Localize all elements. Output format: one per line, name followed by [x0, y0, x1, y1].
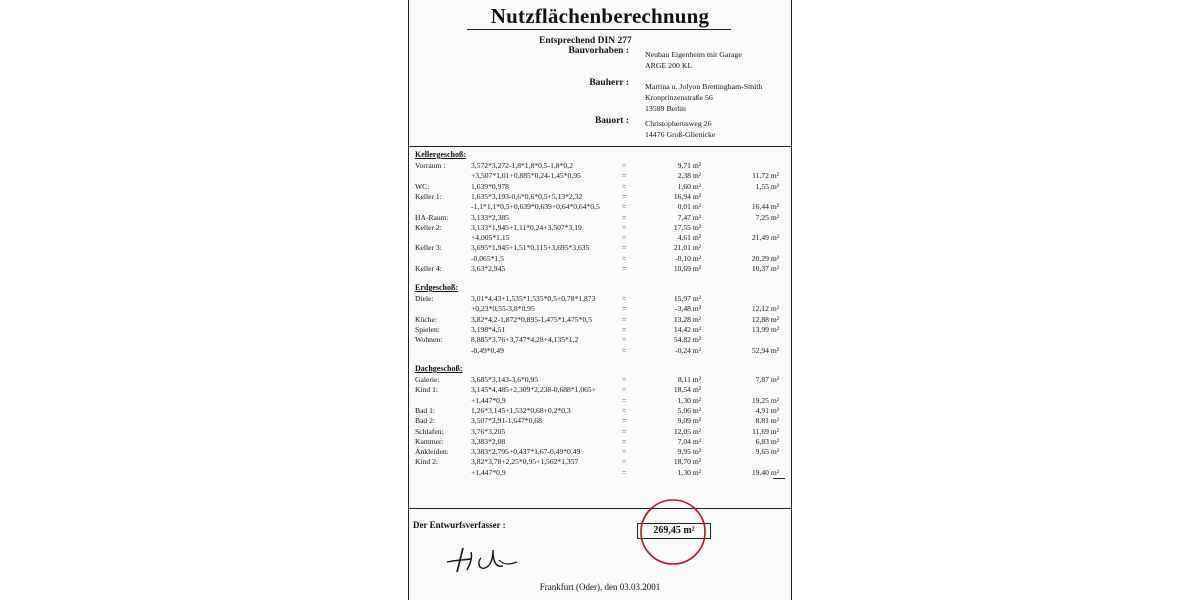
equals-sign: = — [622, 324, 627, 334]
room-label: Ankleiden: — [415, 447, 449, 457]
area-formula: 1,26*3,145+1,532*0,68+0,2*0,3 — [471, 405, 571, 415]
header-line: 13589 Berlin — [645, 104, 686, 113]
room-label: Bad 2: — [415, 416, 436, 426]
equals-sign: = — [622, 212, 627, 222]
net-area: 21,49 m² — [751, 233, 779, 243]
room-label: Keller 2: — [415, 222, 442, 232]
net-area: 20,29 m² — [751, 253, 779, 263]
net-area: 7,87 m² — [755, 375, 779, 384]
net-area: 11,72 m² — [752, 171, 779, 181]
area-formula: 3,01*4,43+1,535*1,535*0,5+0,78*1,873 — [471, 294, 596, 303]
net-area: 16,44 m² — [751, 202, 779, 212]
equals-sign: = — [622, 405, 627, 415]
room-label: HA-Raum: — [415, 212, 449, 222]
area-formula: 3,82*3,78+2,25*0,95+1,562*1,357 — [471, 457, 579, 467]
partial-area: 10,69 m² — [673, 264, 701, 273]
net-area: 52,94 m² — [751, 345, 779, 355]
header-label-bauort: Bauort : — [594, 116, 629, 126]
net-area: 11,69 m² — [752, 426, 779, 436]
calc-row — [409, 304, 791, 314]
room-label: Vorraum : — [415, 161, 446, 170]
calc-row — [409, 335, 791, 345]
equals-sign: = — [622, 385, 627, 395]
calc-row — [409, 427, 791, 437]
calc-row — [409, 416, 791, 426]
calc-row — [409, 385, 791, 395]
calc-row — [409, 243, 791, 253]
net-area: 12,88 m² — [751, 314, 779, 324]
equals-sign: = — [622, 264, 627, 273]
net-area: 19,40 m² — [751, 467, 779, 477]
partial-area: 13,28 m² — [673, 314, 701, 324]
room-label: Küche: — [415, 314, 437, 324]
section-heading-keller: Kellergeschoß: — [415, 150, 467, 159]
equals-sign: = — [622, 253, 627, 263]
partial-area: 17,55 m² — [673, 222, 701, 232]
area-formula: -1,1*1,1*0,5+0,639*0,639+0,64*0,64*0,5 — [471, 202, 600, 212]
area-formula: 3,82*4,2-1,872*0,895-1,475*1,475*0,5 — [471, 314, 592, 324]
calc-row — [409, 325, 791, 335]
equals-sign: = — [622, 191, 627, 201]
equals-sign: = — [622, 395, 627, 405]
partial-area: 9,09 m² — [677, 416, 701, 426]
partial-area: 54,82 m² — [673, 335, 701, 345]
header-line: Neubau Eigenheim mit Garage — [645, 50, 742, 59]
room-label: Bad 1: — [415, 405, 436, 415]
net-area: 10,37 m² — [751, 264, 779, 273]
area-formula: 3,145*4,485+2,309*2,238-0,688*1,065+ — [471, 385, 597, 395]
calc-row — [409, 447, 791, 457]
document-subtitle: Entsprechend DIN 277 — [539, 36, 632, 46]
area-formula: +1,447*0,9 — [471, 395, 506, 405]
net-area: 8,81 m² — [755, 416, 779, 426]
equals-sign: = — [622, 304, 627, 314]
partial-area: 15,97 m² — [673, 294, 701, 303]
header-line: Kronprinzenstraße 56 — [645, 93, 713, 102]
area-formula: 3,383*2,795+0,437*1,67-0,49*0,49 — [471, 447, 581, 457]
section-heading-dachgeschoss: Dachgeschoß: — [415, 364, 463, 373]
net-area: 19,25 m² — [751, 395, 779, 405]
partial-area: 21,01 m² — [673, 243, 701, 253]
area-formula: +1,447*0,9 — [471, 467, 506, 477]
equals-sign: = — [622, 171, 627, 181]
net-area: 6,83 m² — [755, 436, 779, 446]
equals-sign: = — [622, 345, 627, 355]
area-formula: 8,885*3,76+3,747*4,28+4,135*1,2 — [471, 335, 579, 345]
partial-area: 0,01 m² — [677, 202, 701, 212]
room-label: Keller 4: — [415, 264, 442, 273]
area-formula: 3,383*2,08 — [471, 436, 506, 446]
net-area: 12,12 m² — [751, 304, 779, 314]
partial-area: 14,42 m² — [673, 324, 701, 334]
net-area: 7,25 m² — [755, 212, 779, 222]
area-formula: 3,507*2,91-1,647*0,68 — [471, 416, 542, 426]
calc-row — [409, 396, 791, 406]
area-formula: -0,065*1,5 — [471, 253, 504, 263]
partial-area: 2,38 m² — [677, 171, 701, 181]
calc-row — [409, 346, 791, 356]
room-label: Diele: — [415, 294, 434, 303]
area-formula: 3,63*2,945 — [471, 264, 506, 273]
end-tick — [773, 478, 785, 479]
calc-row — [409, 223, 791, 233]
header-line: 14476 Groß-Glienicke — [645, 130, 716, 139]
header-line: Martina u. Jolyon Brettingham-Smith — [645, 82, 763, 91]
area-formula: 3,133*2,385 — [471, 212, 509, 222]
net-area: 9,65 m² — [755, 447, 779, 457]
room-label: Kammer: — [415, 436, 444, 446]
header-label-bauherr: Bauherr : — [589, 78, 629, 88]
area-formula: 1,639*0,978 — [471, 181, 509, 191]
title-underline — [467, 29, 731, 30]
equals-sign: = — [622, 202, 627, 212]
partial-area: 1,30 m² — [677, 467, 701, 477]
room-label: Spielen: — [415, 324, 440, 334]
partial-area: 16,94 m² — [673, 191, 701, 201]
equals-sign: = — [622, 447, 627, 457]
area-formula: 3,685*3,143-3,6*0,95 — [471, 375, 539, 384]
calc-row — [409, 315, 791, 325]
area-formula: +4,005*1,15 — [471, 233, 510, 243]
calc-row — [409, 294, 791, 304]
designer-label: Der Entwurfsverfasser : — [413, 520, 506, 530]
net-area: 1,55 m² — [755, 181, 779, 191]
equals-sign: = — [622, 233, 627, 243]
partial-area: 18,70 m² — [673, 457, 701, 467]
area-formula: 3,198*4,51 — [471, 324, 506, 334]
room-label: Keller 3: — [415, 243, 442, 253]
partial-area: 4,61 m² — [677, 233, 701, 243]
partial-area: 18,54 m² — [673, 385, 701, 395]
partial-area: 1,30 m² — [677, 395, 701, 405]
calc-row — [409, 254, 791, 264]
partial-area: 5,06 m² — [677, 405, 701, 415]
place-and-date: Frankfurt (Oder), den 03.03.2001 — [539, 582, 661, 592]
document-page — [408, 0, 792, 600]
calc-row — [409, 192, 791, 202]
room-label: Kind 1: — [415, 385, 438, 395]
header-value-bauherr — [645, 81, 762, 114]
partial-area: 9,95 m² — [677, 447, 701, 457]
header-value-bauort — [645, 118, 715, 140]
calc-row — [409, 375, 791, 385]
document-title: Nutzflächenberechnung — [490, 4, 710, 28]
area-formula: +0,23*0,55-3,8*0,95 — [471, 304, 535, 314]
calc-row — [409, 182, 791, 192]
calc-row — [409, 213, 791, 223]
room-label: Schlafen: — [415, 426, 444, 436]
footer-divider — [409, 508, 791, 509]
red-circle-stamp-icon — [638, 496, 708, 566]
calc-row — [409, 437, 791, 447]
room-label: Keller 1: — [415, 191, 442, 201]
equals-sign: = — [622, 294, 627, 303]
area-formula: 3,572*3,272-1,8*1,8*0,5-1,8*0,2 — [471, 161, 573, 170]
area-formula: 3,76*3,205 — [471, 426, 506, 436]
calc-row — [409, 202, 791, 212]
room-label: Wohnen: — [415, 335, 443, 345]
equals-sign: = — [622, 243, 627, 253]
area-formula: -0,49*0,49 — [471, 345, 504, 355]
area-formula: 3,133*1,945+1,11*0,24+3,507*3,19 — [471, 222, 582, 232]
partial-area: 7,47 m² — [677, 212, 701, 222]
header-line: ARGE 200 KL — [645, 61, 693, 70]
grand-total: 269,45 m² — [637, 523, 711, 539]
equals-sign: = — [622, 314, 627, 324]
equals-sign: = — [622, 222, 627, 232]
equals-sign: = — [622, 426, 627, 436]
partial-area: -3,48 m² — [675, 304, 701, 314]
header-line: Christopherusweg 26 — [645, 119, 712, 128]
partial-area: 9,71 m² — [677, 161, 701, 170]
area-formula: 1,635*3,193-0,6*0,6*0,5+5,13*2,32 — [471, 191, 583, 201]
room-label: Galerie: — [415, 375, 440, 384]
calc-row — [409, 171, 791, 181]
calc-row — [409, 161, 791, 171]
equals-sign: = — [622, 161, 627, 170]
equals-sign: = — [622, 467, 627, 477]
partial-area: 1,60 m² — [677, 181, 701, 191]
calc-row — [409, 457, 791, 467]
equals-sign: = — [622, 181, 627, 191]
equals-sign: = — [622, 457, 627, 467]
partial-area: 7,04 m² — [677, 436, 701, 446]
equals-sign: = — [622, 335, 627, 345]
area-formula: 3,695*1,945+1,51*0,115+3,695*3,635 — [471, 243, 590, 253]
signature-icon — [441, 540, 521, 575]
calc-row — [409, 468, 791, 478]
header-divider — [409, 146, 791, 147]
equals-sign: = — [622, 375, 627, 384]
area-formula: +3,507*1,01+0,885*0,24-1,45*0,95 — [471, 171, 581, 181]
header-value-bauvorhaben — [645, 49, 742, 71]
equals-sign: = — [622, 416, 627, 426]
equals-sign: = — [622, 436, 627, 446]
room-label: Kind 2: — [415, 457, 438, 467]
section-heading-erdgeschoss: Erdgeschoß: — [415, 283, 459, 292]
calc-row — [409, 406, 791, 416]
partial-area: -0,24 m² — [675, 345, 701, 355]
calc-row — [409, 264, 791, 274]
net-area: 4,91 m² — [755, 405, 779, 415]
partial-area: 12,05 m² — [673, 426, 701, 436]
partial-area: -0,10 m² — [675, 253, 701, 263]
room-label: WC: — [415, 181, 430, 191]
header-label-bauvorhaben: Bauvorhaben : — [568, 46, 629, 56]
net-area: 13,99 m² — [751, 324, 779, 334]
partial-area: 8,11 m² — [677, 375, 701, 384]
calc-row — [409, 233, 791, 243]
